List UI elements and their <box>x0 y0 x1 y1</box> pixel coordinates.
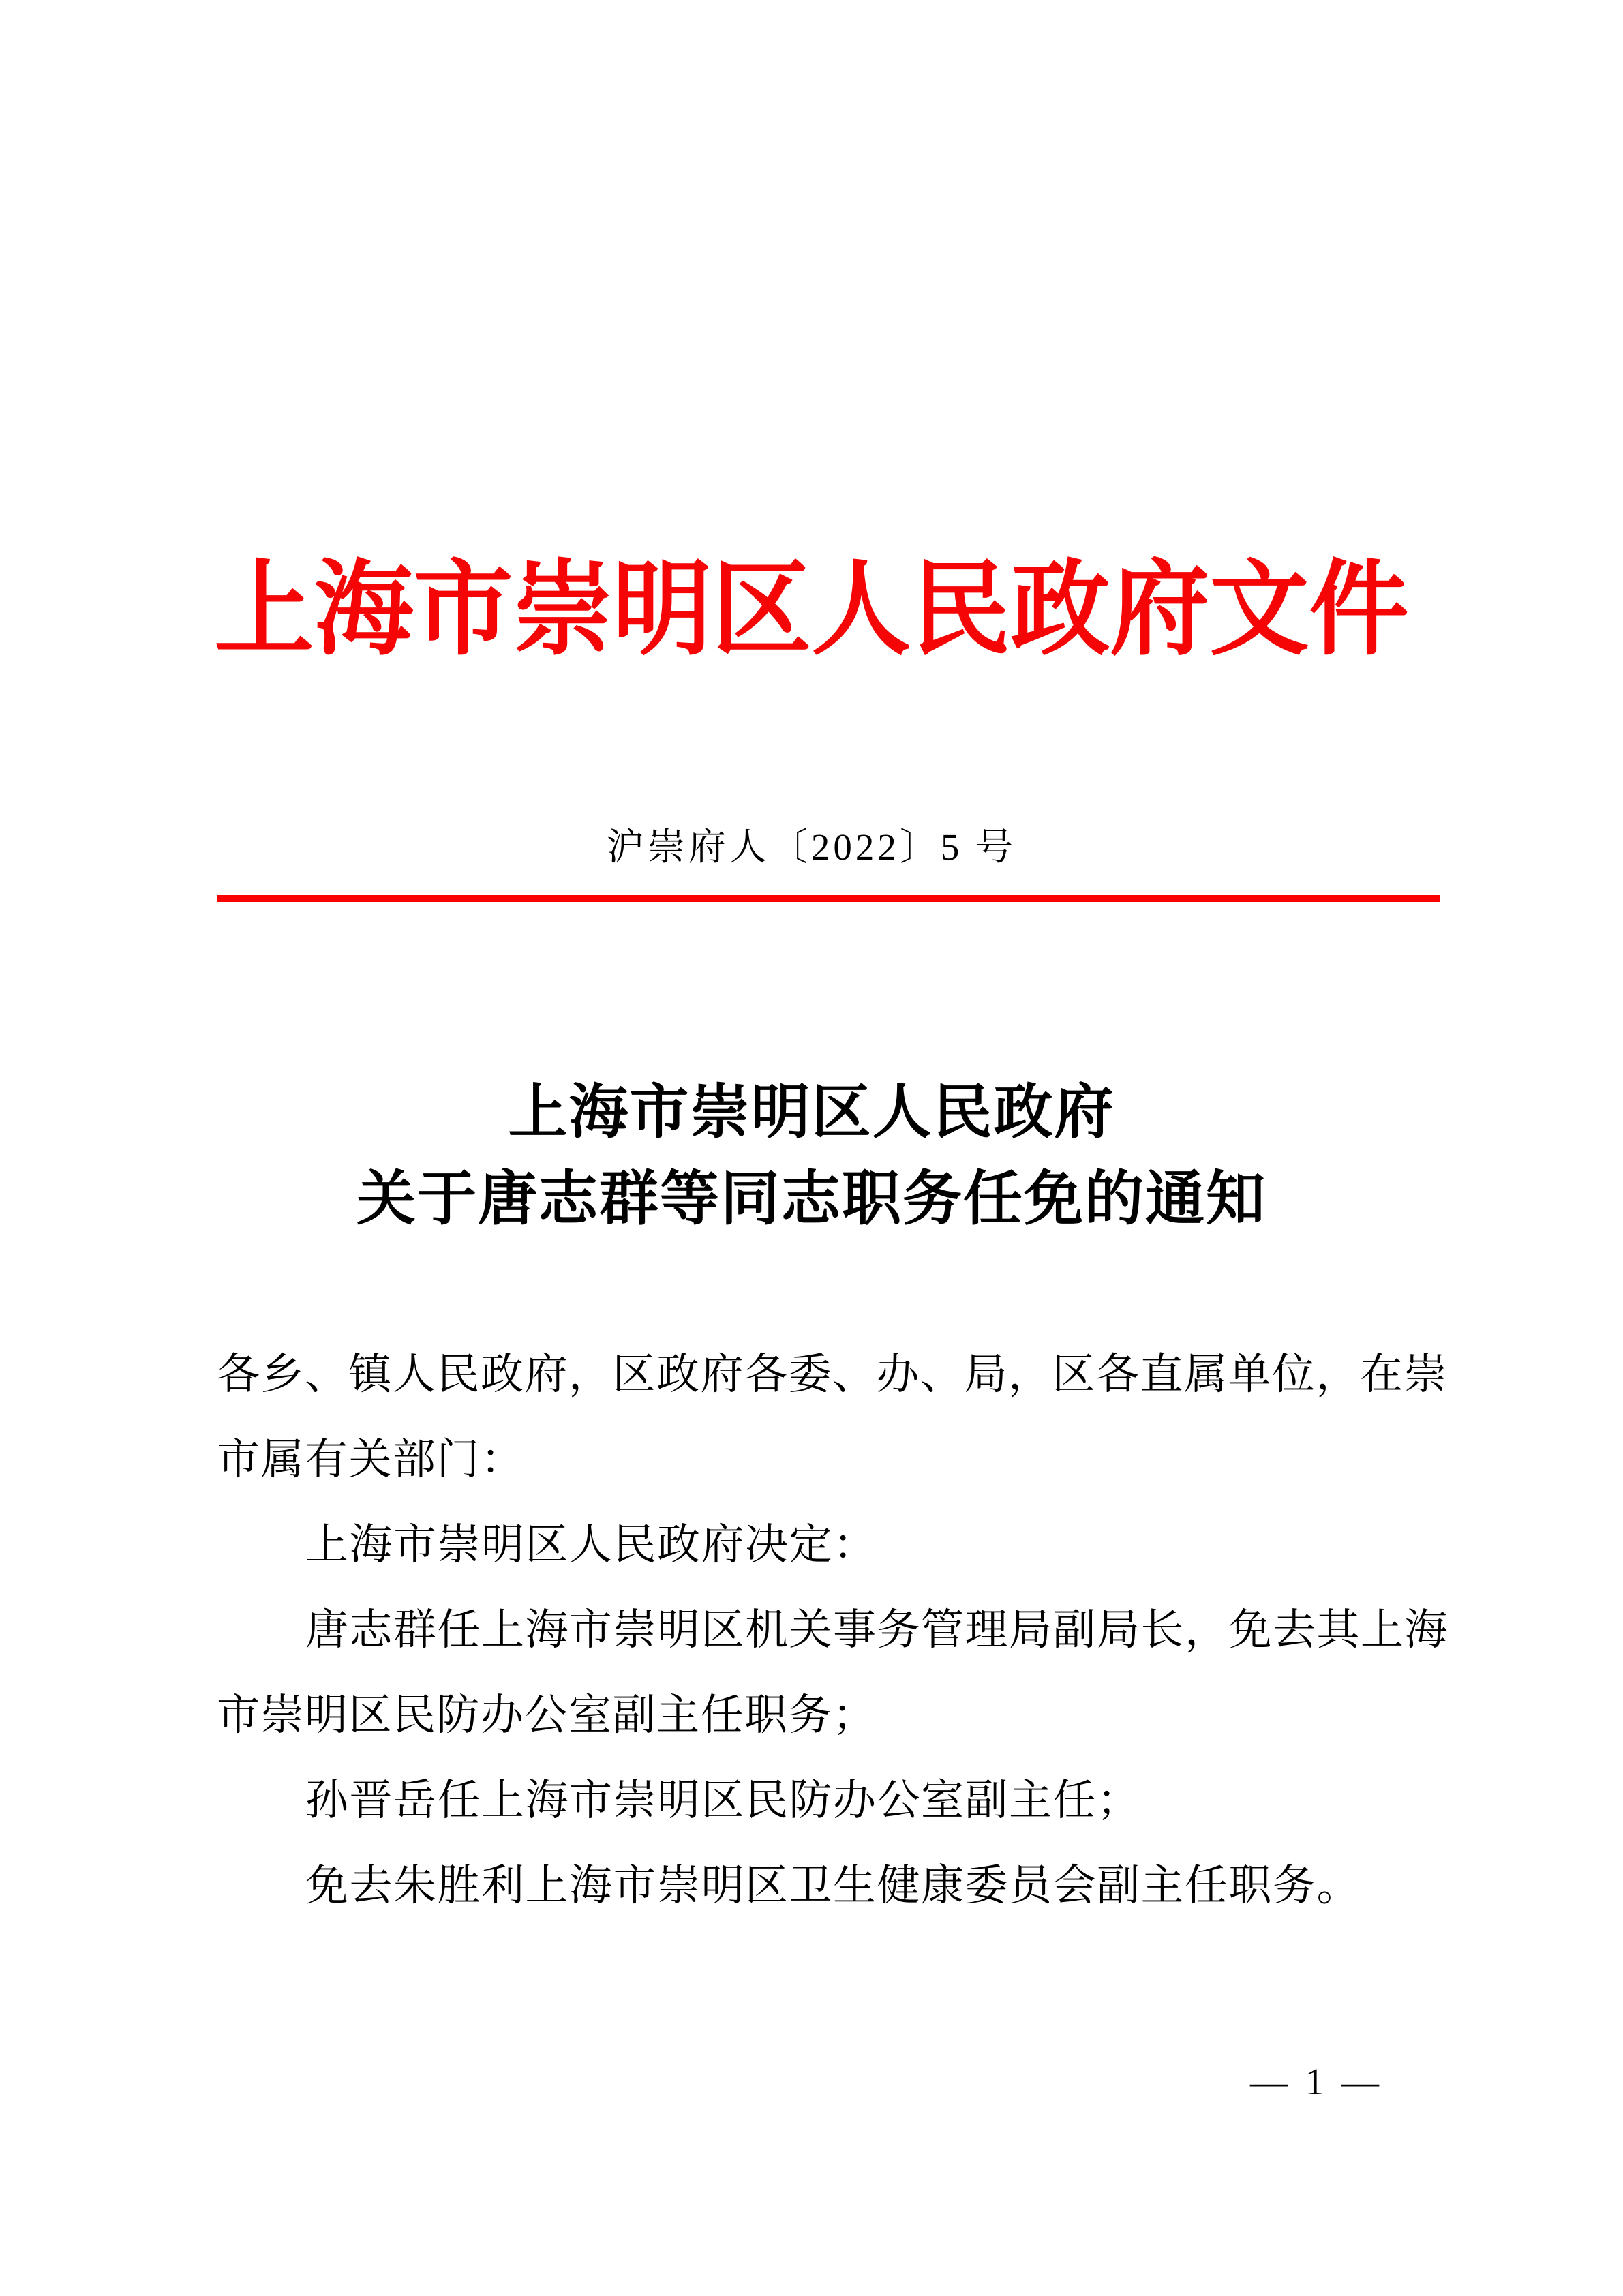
body-line-appointment-2: 孙晋岳任上海市崇明区民防办公室副主任； <box>305 1777 1141 1824</box>
doc-title-line2: 关于唐志群等同志职务任免的通知 <box>357 1166 1266 1232</box>
doc-number: 沪崇府人〔2022〕5 号 <box>606 826 1017 868</box>
page-number: — 1 — <box>1250 2061 1383 2102</box>
body-line-appointment-1b: 市崇明区民防办公室副主任职务； <box>217 1691 877 1739</box>
red-header-title: 上海市崇明区人民政府文件 <box>214 552 1409 668</box>
body-line-appointment-1a: 唐志群任上海市崇明区机关事务管理局副局长，免去其上海 <box>305 1606 1448 1654</box>
body-line-recipients-1: 各乡、镇人民政府，区政府各委、办、局，区各直属单位，在崇 <box>217 1350 1448 1398</box>
body-line-decision: 上海市崇明区人民政府决定： <box>305 1521 877 1569</box>
doc-title-line1: 上海市崇明区人民政府 <box>508 1079 1115 1145</box>
doc-title <box>0 1069 1623 1242</box>
body-text <box>217 1332 1448 1929</box>
body-line-recipients-2: 市属有关部门： <box>217 1436 525 1483</box>
body-line-dismissal: 免去朱胜利上海市崇明区卫生健康委员会副主任职务。 <box>305 1862 1361 1909</box>
red-divider-line <box>217 895 1440 902</box>
